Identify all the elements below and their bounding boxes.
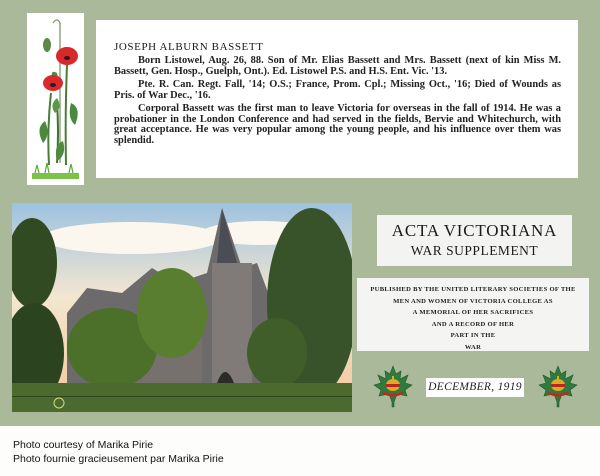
soldier-name: JOSEPH ALBURN BASSETT [114,41,264,53]
poppy-icon [27,13,84,185]
victoria-college-photo [12,203,352,412]
photo-credit-french: Photo fournie gracieusement par Marika Pirie [13,453,224,465]
publisher-line: MEN AND WOMEN OF VICTORIA COLLEGE AS [393,297,553,305]
publication-date: DECEMBER, 1919 [426,378,524,397]
biography-card [96,20,578,178]
publication-title: ACTA VICTORIANA [391,221,558,240]
poppy-illustration [27,13,84,185]
publisher-line: A MEMORIAL OF HER SACRIFICES [412,309,534,316]
maple-leaf-crown-icon [537,364,579,408]
biography-paragraph-birth: Born Listowel, Aug. 26, 88. Son of Mr. Elias Bassett and Mrs. Bassett (next of kin Miss M. Bassett, Gen. Hosp., Guelph, Ont.). Ed. Listowel P.S. and H.S. Ent. Vic. '13. [114,55,561,77]
biography-paragraph-tribute: Corporal Bassett was the first man to leave Victoria for overseas in the fall of 1914. He was a probationer in the London Conference and had served in the fields, Bervie and Whitechurch, with great acceptance. He was very popular among the young people, and his influence over them was splendid. [114,103,561,146]
publication-title-card [377,215,572,266]
publisher-line: PART IN THE [450,332,496,339]
publisher-line: AND A RECORD OF HER [431,320,515,328]
publisher-line: PUBLISHED BY THE UNITED LITERARY SOCIETIES OF THE [370,286,576,293]
maple-leaf-crown-icon [372,364,414,408]
photo-credit-english: Photo courtesy of Marika Pirie [13,439,154,451]
publication-subtitle: WAR SUPPLEMENT [410,243,539,258]
biography-paragraph-service: Pte. R. Can. Regt. Fall, '14; O.S.; France, Prom. Cpl.; Missing Oct., '16; Died of Wounds as Pris. of War Dec., '16. [114,79,561,101]
photo-credit [13,438,224,466]
publisher-statement-card [357,278,589,351]
publisher-line: WAR [464,343,482,351]
